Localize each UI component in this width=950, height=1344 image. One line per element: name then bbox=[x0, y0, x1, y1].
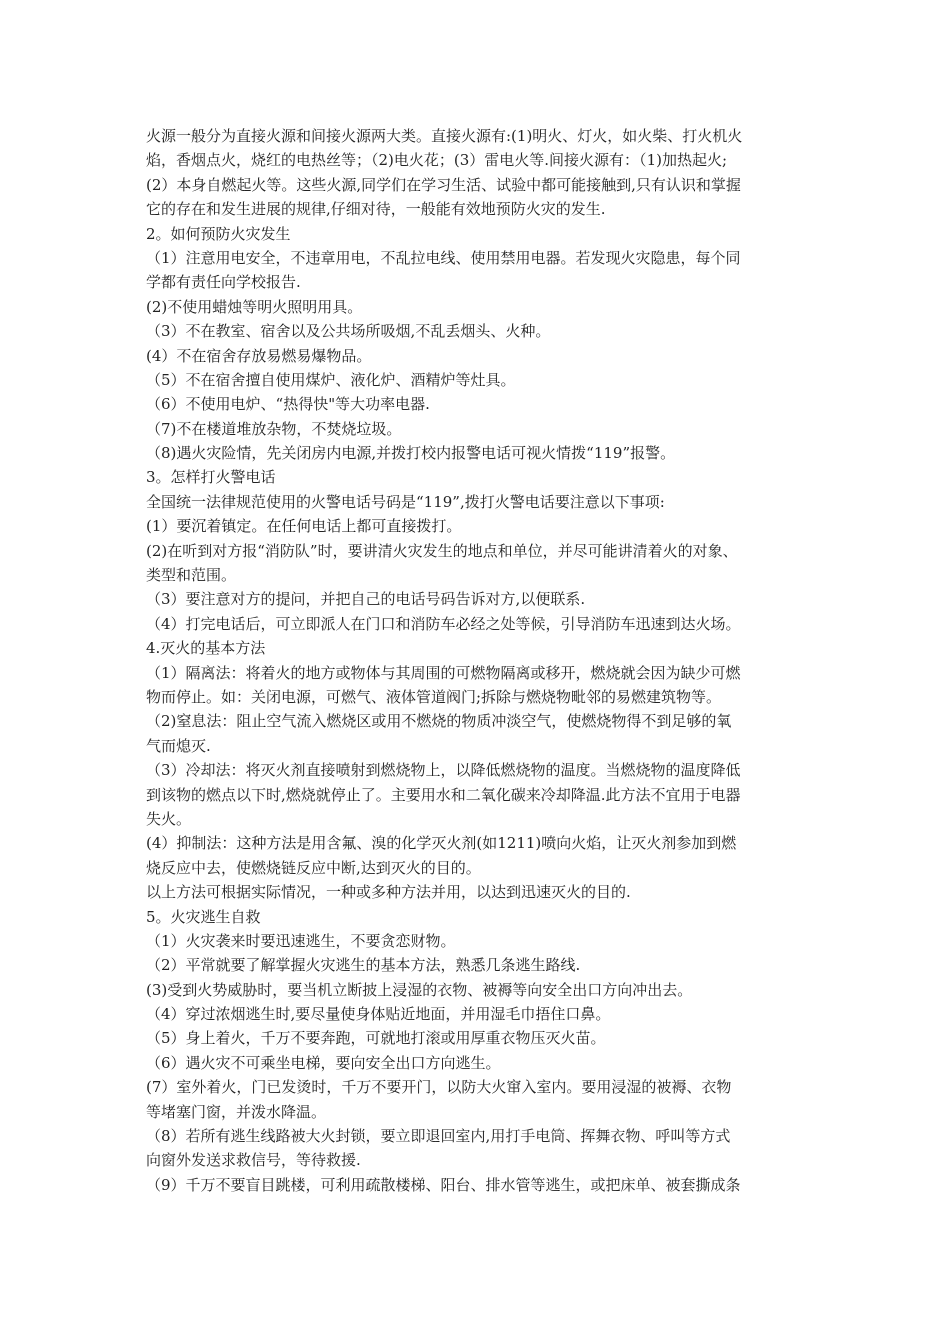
text-line: 以上方法可根据实际情况，一种或多种方法并用，以达到迅速灭火的目的. bbox=[146, 883, 631, 902]
text-line: 3。怎样打火警电话 bbox=[146, 468, 276, 487]
text-line: 火源一般分为直接火源和间接火源两大类。直接火源有:(1)明火、灯火，如火柴、打火机火 bbox=[146, 127, 743, 145]
text-line: 烧反应中去，使燃烧链反应中断,达到灭火的目的。 bbox=[146, 858, 481, 877]
text-line: 5。火灾逃生自救 bbox=[146, 907, 261, 926]
text-line: （7)不在楼道堆放杂物，不焚烧垃圾。 bbox=[146, 419, 402, 438]
text-line: （9）千万不要盲目跳楼，可利用疏散楼梯、阳台、排水管等逃生，或把床单、被套撕成条 bbox=[146, 1175, 741, 1194]
text-line: 物而停止。如：关闭电源，可燃气、液体管道阀门;拆除与燃烧物毗邻的易燃建筑物等。 bbox=[146, 687, 722, 706]
text-line: 它的存在和发生进展的规律,仔细对待，一般能有效地预防火灾的发生. bbox=[146, 200, 606, 219]
text-line: （1）注意用电安全，不违章用电，不乱拉电线、使用禁用电器。若发现火灾隐患，每个同 bbox=[146, 248, 741, 267]
text-line: (4）抑制法：这种方法是用含氟、溴的化学灭火剂(如1211)喷向火焰，让灭火剂参加到燃 bbox=[146, 834, 737, 853]
text-line: 等堵塞门窗，并泼水降温。 bbox=[146, 1102, 327, 1121]
text-line: 气而熄灭. bbox=[146, 736, 211, 755]
text-line: 全国统一法律规范使用的火警电话号码是“119”,拨打火警电话要注意以下事项: bbox=[146, 492, 665, 511]
text-line: （6）遇火灾不可乘坐电梯，要向安全出口方向逃生。 bbox=[146, 1053, 501, 1072]
text-line: (2）本身自燃起火等。这些火源,同学们在学习生活、试验中都可能接触到,只有认识和掌握 bbox=[146, 175, 741, 194]
text-line: （6）不使用电炉、“热得快"等大功率电器. bbox=[146, 395, 430, 414]
text-line: (4）不在宿舍存放易燃易爆物品。 bbox=[146, 346, 372, 365]
text-line: （5）不在宿舍擅自使用煤炉、液化炉、酒精炉等灶具。 bbox=[146, 370, 516, 389]
text-line: 焰，香烟点火，烧红的电热丝等；（2)电火花；(3）雷电火等.间接火源有：（1)加热起火; bbox=[146, 151, 728, 170]
text-line: （8)遇火灾险情，先关闭房内电源,并拨打校内报警电话可视火情拨“119”报警。 bbox=[146, 444, 676, 463]
text-line: （4）穿过浓烟逃生时,要尽量使身体贴近地面，并用湿毛巾捂住口鼻。 bbox=[146, 1005, 611, 1024]
text-line: （2）平常就要了解掌握火灾逃生的基本方法，熟悉几条逃生路线. bbox=[146, 956, 581, 975]
text-line: 4.灭火的基本方法 bbox=[146, 639, 266, 658]
text-line: （2)窒息法：阻止空气流入燃烧区或用不燃烧的物质冲淡空气，使燃烧物得不到足够的氧 bbox=[146, 712, 732, 731]
text-line: （1）火灾袭来时要迅速逃生，不要贪恋财物。 bbox=[146, 931, 456, 950]
text-line: 到该物的燃点以下时,燃烧就停止了。主要用水和二氧化碳来冷却降温.此方法不宜用于电器 bbox=[146, 785, 741, 804]
text-line: (2)在听到对方报“消防队”时，要讲清火灾发生的地点和单位，并尽可能讲清着火的对象、 bbox=[146, 541, 738, 560]
text-line: (3)受到火势威胁时，要当机立断披上浸湿的衣物、被褥等向安全出口方向冲出去。 bbox=[146, 980, 693, 999]
text-line: (1）要沉着镇定。在任何电话上都可直接拨打。 bbox=[146, 517, 462, 536]
text-line: (2)不使用蜡烛等明火照明用具。 bbox=[146, 297, 363, 316]
text-line: （3）要注意对方的提问，并把自己的电话号码告诉对方,以便联系. bbox=[146, 590, 586, 609]
text-line: （3）冷却法：将灭火剂直接喷射到燃烧物上，以降低燃烧物的温度。当燃烧物的温度降低 bbox=[146, 761, 741, 780]
text-line: （4）打完电话后，可立即派人在门口和消防车必经之处等候，引导消防车迅速到达火场。 bbox=[146, 614, 741, 633]
text-line: 失火。 bbox=[146, 809, 192, 828]
text-line: 向窗外发送求救信号，等待救援. bbox=[146, 1151, 361, 1170]
text-line: （1）隔离法：将着火的地方或物体与其周围的可燃物隔离或移开，燃烧就会因为缺少可燃 bbox=[146, 663, 741, 682]
text-line: （5）身上着火，千万不要奔跑，可就地打滚或用厚重衣物压灭火苗。 bbox=[146, 1029, 606, 1048]
text-line: （8）若所有逃生线路被大火封锁，要立即退回室内,用打手电筒、挥舞衣物、呼叫等方式 bbox=[146, 1127, 731, 1146]
document-body bbox=[146, 124, 826, 1197]
text-line: (7）室外着火，门已发烫时，千万不要开门，以防大火窜入室内。要用浸湿的被褥、衣物 bbox=[146, 1078, 732, 1097]
text-line: （3）不在教室、宿舍以及公共场所吸烟,不乱丢烟头、火种。 bbox=[146, 322, 551, 341]
text-line: 学都有责任向学校报告. bbox=[146, 273, 301, 292]
text-line: 类型和范围。 bbox=[146, 566, 237, 585]
text-line: 2。如何预防火灾发生 bbox=[146, 224, 291, 243]
